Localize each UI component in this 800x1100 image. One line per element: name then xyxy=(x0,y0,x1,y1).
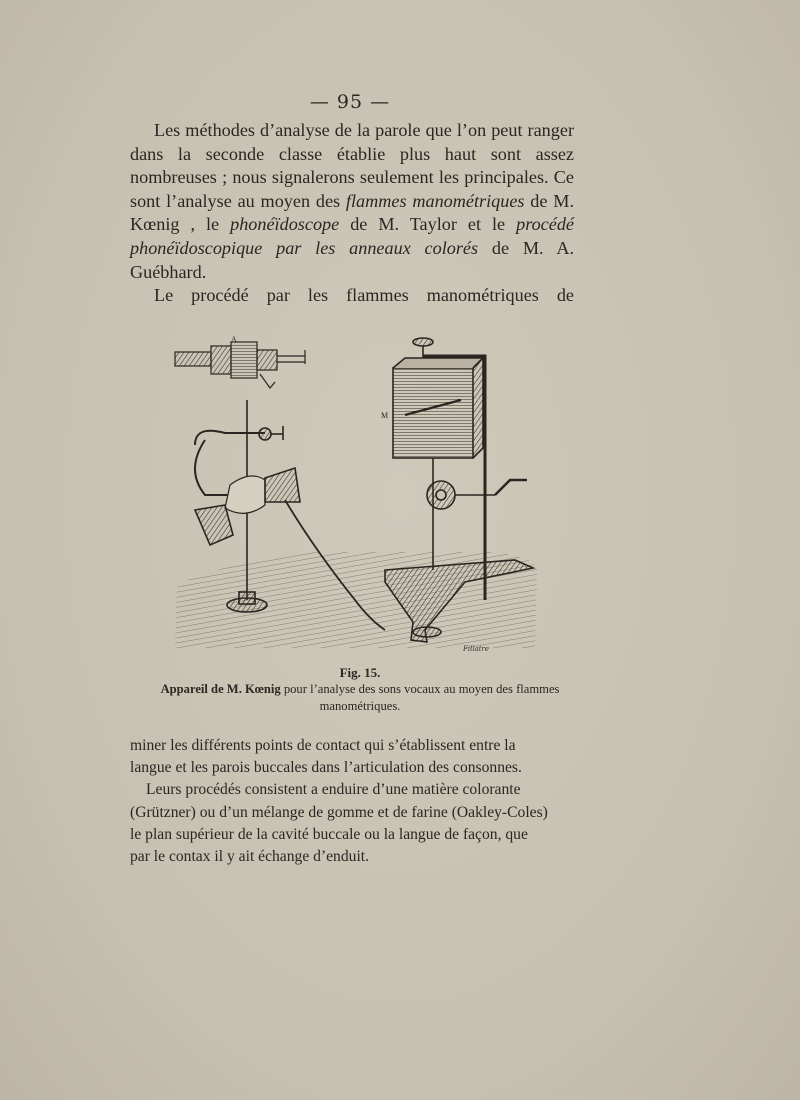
para3-line-2: langue et les parois buccales dans l’articulation des consonnes. xyxy=(130,759,522,777)
para2-text: Le procédé par les flammes manométriques de xyxy=(154,285,574,306)
para3-line-1: miner les différents points de contact qui s’établissent entre la xyxy=(130,737,516,754)
capsule-detail xyxy=(175,342,305,388)
koenig-apparatus-engraving xyxy=(165,330,545,660)
para1-text-1: Les méthodes d’analyse de la parole que l’on peut ranger dans la seconde classe établie plus haut sont assez nombreuses ; nous signalerons seulement les principales. Ce sont l’analyse au moyen des xyxy=(130,120,574,211)
figure-caption xyxy=(150,664,570,715)
caption-bold: Appareil de M. Kœnig xyxy=(160,682,281,696)
page-number: — 95 — xyxy=(309,91,391,113)
figure-number: Fig. 15. xyxy=(339,665,381,680)
paragraph-flammes xyxy=(130,284,574,308)
text-block-top xyxy=(130,119,574,308)
paragraph-methodes xyxy=(130,119,574,284)
text-block-bottom xyxy=(130,735,574,868)
para1-italic-phoneidoscope: phonéïdoscope xyxy=(230,214,340,235)
para4-line-4: par le contax il y ait échange d’enduit. xyxy=(130,848,370,866)
caption-text: pour l’analyse des sons vocaux au moyen des flammes manométriques. xyxy=(280,682,560,713)
paragraph-miner xyxy=(130,735,574,779)
figure-label-a: A xyxy=(231,335,237,344)
para1-italic-procede: procédé phonéïdoscopique par les anneaux colorés xyxy=(130,214,574,258)
para1-text-3: de M. Taylor et le xyxy=(339,214,517,235)
paragraph-procedes xyxy=(130,779,574,868)
para4-line-1: Leurs procédés consistent a enduire d’une matière colorante xyxy=(146,781,521,799)
figure-label-m: M xyxy=(381,411,389,420)
figure-illustration xyxy=(165,330,545,660)
para1-text-2: de M. Kœnig , le xyxy=(130,190,575,235)
para1-italic-flammes: flammes manométriques xyxy=(345,190,525,211)
para4-line-2: (Grützner) ou d’un mélange de gomme et de farine (Oakley-Coles) xyxy=(130,803,548,821)
engraver-signature: Fillatre xyxy=(463,645,490,653)
para4-line-3: le plan supérieur de la cavité buccale ou la langue de façon, que xyxy=(130,825,528,843)
para1-text-4: de M. A. Guébhard. xyxy=(130,237,574,282)
